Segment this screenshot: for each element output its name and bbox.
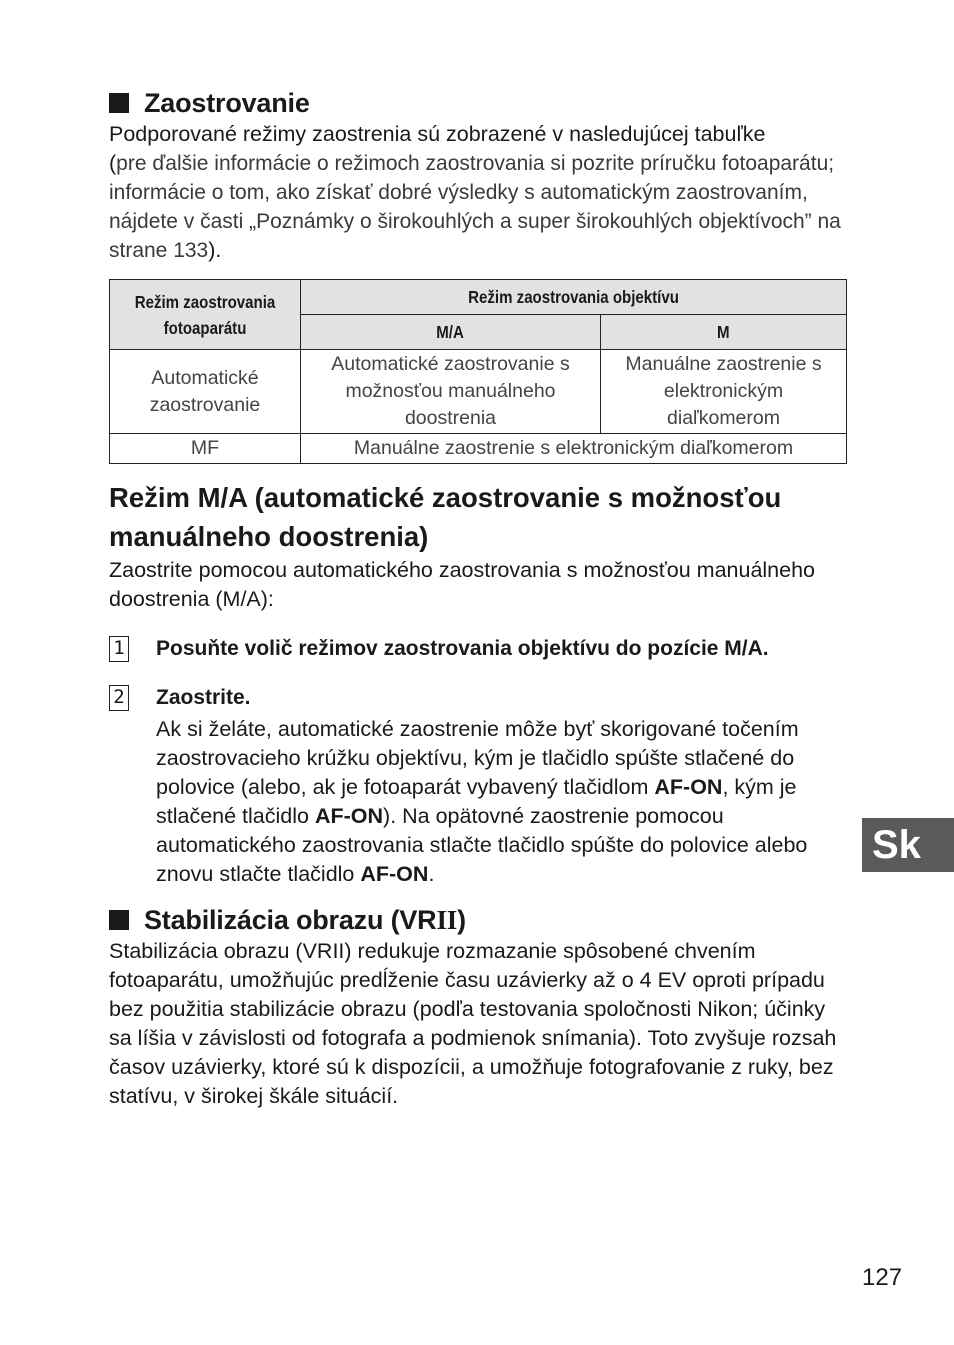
table-cell: MF [110, 434, 301, 464]
section-intro [109, 120, 846, 265]
ma-mode-heading: Režim M/A (automatické zaostrovanie s možnosťou manuálneho doostrenia) [109, 482, 782, 552]
page-number: 127 [862, 1264, 903, 1291]
step-2 [109, 685, 846, 889]
vr-description: Stabilizácia obrazu (VRII) redukuje rozmazanie spôsobené chvením fotoaparátu, umožňujúc predĺženie času uzávierky až o 4 EV oproti prípadu bez použitia stabilizácie obrazu (podľa testovania spoločnosti Nikon; účinky sa líšia v závislosti od fotografa a podmienok snímania). Toto zvyšuje rozsah časov uzávierky, ktoré sú k dispozícii, a umožňuje fotografovanie z ruky, bez statívu, v širokej škále situácií. [109, 939, 837, 1108]
ma-mode-intro: Zaostrite pomocou automatického zaostrovania s možnosťou manuálneho doostrenia (M/A): [109, 558, 816, 611]
section-title: Zaostrovanie [144, 88, 310, 118]
intro-text: Podporované režimy zaostrenia sú zobrazené v nasledujúcej tabuľke [109, 122, 766, 146]
step-number: 1 [109, 636, 129, 662]
table-cell: Automatické zaostrovanie [110, 350, 301, 434]
table-cell: Manuálne zaostrenie s elektronickým diaľkomerom [301, 434, 847, 464]
square-bullet-icon [109, 93, 129, 113]
paren-close: ). [208, 238, 222, 262]
table-row [110, 434, 847, 464]
step-description: Ak si želáte, automatické zaostrenie môže byť skorigované točením zaostrovacieho krúžku objektívu, kým je tlačidlo spúšte stlačené do polovice (alebo, ak je fotoaparát vybavený tlačidlom AF-ON, kým je stlačené tlačidlo AF-ON). Na opätovné zaostrenie pomocou automatického zaostrovania stlačte tlačidlo spúšte do polovice alebo znovu stlačte tlačidlo AF-ON. [156, 717, 808, 886]
table-cell: Manuálne zaostrenie s elektronickým diaľkomerom [601, 350, 847, 434]
intro-note: pre ďalšie informácie o režimoch zaostrovania si pozrite príručku fotoaparátu; informácie o tom, ako získať dobré výsledky s automatickým zaostrovaním, nájdete v časti „Poznámky o širokouhlých a super širokouhlých objektívoch” na strane 133 [109, 152, 841, 262]
square-bullet-icon [109, 910, 129, 930]
section-heading-zaostrovanie [109, 86, 846, 120]
table-subheader-m: M [601, 315, 847, 350]
language-tab: Sk [862, 818, 954, 872]
step-number: 2 [109, 685, 129, 711]
af-on-button-label: AF-ON [314, 804, 384, 828]
section-title: Stabilizácia obrazu (VRII) [144, 905, 466, 935]
step-title: Zaostrite. [156, 686, 251, 709]
table-header-lens-mode: Režim zaostrovania objektívu [301, 280, 847, 315]
table-row [110, 350, 847, 434]
table-header-camera-mode: Režim zaostrovania fotoaparátu [110, 280, 301, 350]
page-content [109, 86, 846, 1111]
step-title: Posuňte volič režimov zaostrovania objektívu do pozície M/A. [156, 637, 769, 660]
af-on-button-label: AF-ON [360, 862, 429, 886]
table-cell: Automatické zaostrovanie s možnosťou manuálneho doostrenia [301, 350, 601, 434]
paren-open: ( [109, 151, 117, 175]
table-subheader-ma: M/A [301, 315, 601, 350]
af-on-button-label: AF-ON [654, 775, 723, 799]
section-heading-vr [109, 903, 846, 937]
focus-mode-table [109, 279, 847, 464]
step-1 [109, 636, 846, 663]
